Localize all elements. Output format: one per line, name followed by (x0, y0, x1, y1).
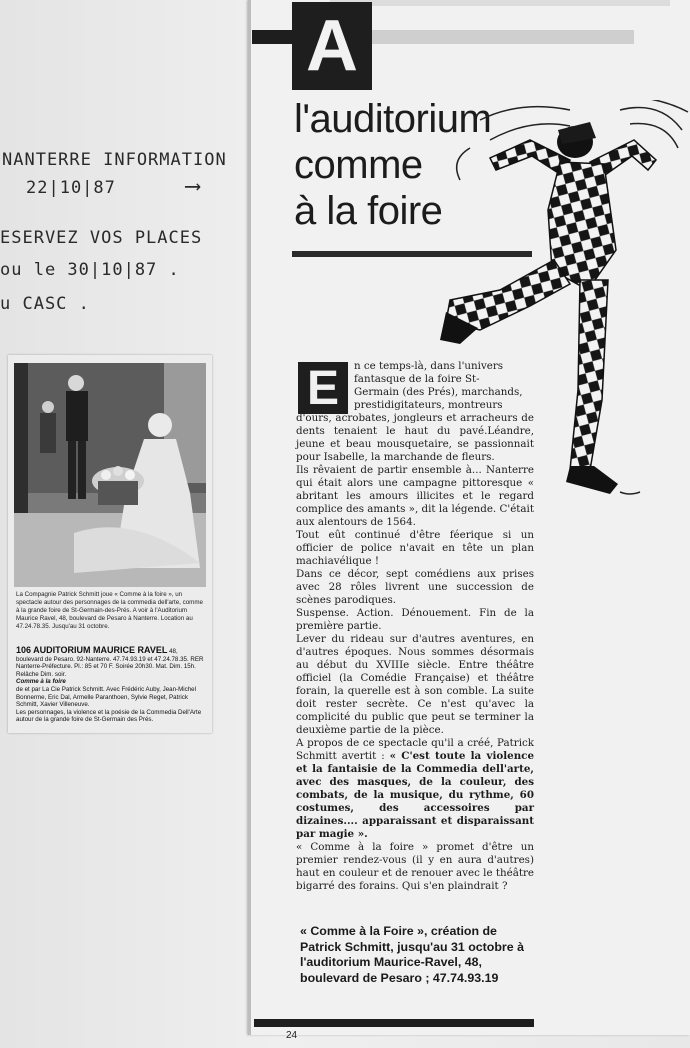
note-line-3: ESERVEZ VOS PLACES (0, 228, 203, 248)
headline-line-2: comme (294, 143, 423, 187)
note-line-4: ou le 30|10|87 . (0, 260, 180, 280)
paragraph-2: Ils rêvaient de partir ensemble à... Nanterre qui était alors une campagne pittoresque « abritant les amours illicites et le regard complice des amants », dit la légende. C'était aux alentours de 1564. (296, 464, 534, 528)
paragraph-1-line-1: n ce temps-là, dans l'univers (354, 360, 504, 372)
note-line-1: NANTERRE INFORMATION (2, 150, 227, 170)
paragraph-8: « Comme à la foire » promet d'être un premier rendez-vous (il y en aura d'autres) haut en couleur et de renouer avec le théâtre bigarré des forains. Qui s'en plaindrait ? (296, 841, 534, 892)
note-line-5: u CASC . (0, 294, 90, 314)
listing-address: 48, boulevard de Pesaro. 92-Nanterre. 47.74.93.19 et 47.24.78.35. RER Nanterre-Préfecture. Pl.: 85 et 70 F. Soirée 20h30. Mat. Dim. 15h. Relâche Dim. soir. (16, 648, 204, 678)
headline-line-1: l'auditorium (294, 97, 492, 141)
page-number: 24 (286, 1030, 298, 1041)
event-listing (16, 647, 206, 724)
header-rule-left (252, 30, 292, 44)
listing-cast: de et par La Cie Patrick Schmitt. Avec Frédéric Auby, Jean-Michel Bonnerme, Eric Dal, Armelle Paranthoen, Sylvie Reget, Patrick Schmitt, Xavier Villeneuve. (16, 685, 196, 709)
top-strip (330, 0, 670, 6)
section-letter: A (292, 2, 372, 90)
paragraph-1-rest: d'ours, acrobates, jongleurs et arracheurs de dents tenaient le haut du pavé.Léandre, jeune et beau mousquetaire, se passionnait pour Isabelle, la marchande de fleurs. (296, 412, 534, 463)
paragraph-7 (296, 737, 534, 841)
header-rule-right (372, 30, 634, 44)
paragraph-1-line-3: Germain (des Prés), marchands, (354, 386, 523, 398)
footer-rule (254, 1019, 534, 1027)
paragraph-7-quote: « C'est toute la violence et la fantaisie de la Commedia dell'arte, avec des masques, de la couleur, des combats, de la musique, du rythme, 60 costumes, des accessoires par dizaines.... apparaissant et disparaissant par magie ». (296, 750, 535, 840)
paragraph-6: Lever du rideau sur d'autres aventures, en d'autres époques. Nous sommes désormais au début du XVIIIe siècle. Entre théâtre officiel (la Comédie Française) et théâtre forain, la querelle est à son comble. La suite doit rester secrète. Ce n'est qu'avec la complicité du public que peut se terminer la deuxième partie de la pièce. (296, 633, 534, 736)
paragraph-1 (296, 360, 534, 464)
photo-caption: La Compagnie Patrick Schmitt joue « Comme à la foire », un spectacle autour des personnages de la commedia dell'arte, comme à la grande foire de St-Germain-des-Prés. A voir à l'Auditorium Maurice Ravel, 48, boulevard de Pesaro à Nanterre. Location au 47.24.78.35. Jusqu'au 31 octobre. (16, 591, 203, 630)
stage-photo (14, 363, 206, 587)
article-body (296, 360, 534, 893)
paragraph-7-intro: A propos de ce spectacle qu'il a créé, Patrick Schmitt avertit : (296, 737, 534, 762)
show-credits: « Comme à la Foire », création de Patrick Schmitt, jusqu'au 31 octobre à l'auditorium Maurice-Ravel, 48, boulevard de Pesaro ; 47.74.93.19 (300, 924, 524, 985)
arrow-icon: ⟶ (186, 174, 201, 199)
headline-line-3: à la foire (294, 189, 443, 233)
paragraph-1-line-2: fantasque de la foire St- (354, 373, 480, 385)
clipping-edge (248, 0, 251, 1035)
listing-show: Comme à la foire (16, 678, 66, 686)
drop-cap: E (298, 362, 348, 414)
note-line-2: 22|10|87 (26, 178, 116, 198)
listing-description: Les personnages, la violence et la poésie de la Commedia Dell'Arte autour de la grande foire de St-Germain des Prés. (16, 708, 202, 724)
photo-clipping (8, 355, 212, 733)
listing-title: 106 AUDITORIUM MAURICE RAVEL (16, 645, 168, 655)
paragraph-1-line-4: prestidigitateurs, montreurs (354, 399, 503, 411)
paragraph-3: Tout eût continué d'être féerique si un officier de police n'avait en tête un plan machiavélique ! (296, 529, 534, 567)
stage-photo-image (14, 363, 206, 587)
paragraph-5: Suspense. Action. Dénouement. Fin de la première partie. (296, 607, 534, 632)
paragraph-4: Dans ce décor, sept comédiens aux prises avec 28 rôles livrent une succession de scènes parodiques. (296, 568, 534, 606)
